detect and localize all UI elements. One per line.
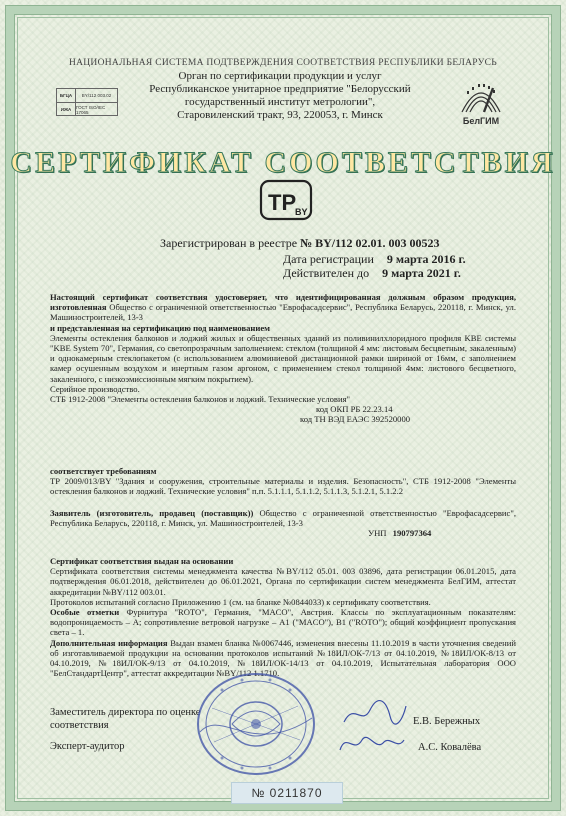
certifies-lead: Настоящий сертификат соответствия удостоверяет, что идентифицированная должным образом продукция, изготовленная: [50, 292, 516, 313]
registration-date-line: [283, 252, 466, 267]
product-standard: СТБ 1912-2008 "Элементы остекления балконов и лоджий. Технические условия": [50, 394, 351, 405]
official-seal-icon: [192, 668, 320, 778]
production-type: Серийное производство.: [50, 383, 140, 394]
applicant-label-role: (изготовитель, продавец (поставщик)): [96, 508, 254, 518]
presented-label: и представленная на сертификацию под наименованием: [50, 322, 270, 333]
body-line: Орган по сертификации продукции и услуг: [178, 70, 382, 82]
certification-body: [130, 70, 430, 122]
tnved-code: код ТН ВЭД ЕАЭС 392520000: [300, 414, 411, 425]
expert-auditor-label: Эксперт-аудитор: [50, 741, 125, 752]
basis-block: [50, 556, 516, 678]
body-line: Старовиленский тракт, 93, 220053, г. Минск: [177, 109, 383, 121]
valid-until-date: 9 марта 2021 г.: [382, 266, 461, 280]
serial-number: № 0211870: [231, 782, 343, 804]
body-line: государственный институт метрологии",: [184, 96, 376, 108]
logo-text: БелГИМ: [462, 116, 500, 126]
deputy-director-label: [50, 706, 200, 732]
accreditation-label: БГЦА: [57, 89, 76, 102]
applicant-label: Заявитель: [50, 508, 91, 518]
tr-mark-by: BY: [295, 207, 308, 217]
additional-info-text: Выдан взамен бланка №0067446, изменения внесены 11.10.2019 в части уточнения сведений об изготавливаемой продукции на основании протоколов испытаний №18ИЛ/ОК-7/13 от 04.10.2019, №18ИЛ/ОК-8/13 от 04.10.2019, №18ИЛ/ОК-9/13 от 04.10.2019, №18ИЛ/ОК-14/13 от 04.10.2019, Испытательная лаборатория ООО "БелСтандартЦентр", аттестат аккредитации №BY/112 1.1710.: [50, 637, 516, 679]
registry-line: [160, 236, 439, 251]
requirements-label: соответствует требованиям: [50, 466, 157, 476]
manufacturer: Общество с ограниченной ответственностью "Еврофасадсервис", Республика Беларусь, 220118, г. Минск, ул. Машиностроителей, 13-3: [50, 302, 516, 323]
deputy-label-line: соответствия: [50, 720, 109, 731]
tr-conformity-mark-icon: [258, 178, 314, 222]
certifies-block: [50, 292, 516, 425]
registry-number: № BY/112 02.01. 003 00523: [300, 236, 440, 250]
okp-code: код ОКП РБ 22.23.14: [316, 404, 393, 415]
product-description: Элементы остекления балконов и лоджий жилых и общественных зданий из поливинилхлоридного профиля KBE системы "KBE System 70", Германия, со светопрозрачным заполнением: стеклом (толщиной 4 мм: листовым бесцветным, закаленным) и однокамерным стеклопакетом (с использованием алюминиевой дистанционной рамки шириной от 16мм, с заполнением камер осушенным воздухом и инертным газом аргоном, с применением стекол толщиной 4мм: листового бесцветного, закаленного, с низкоэмиссионным мягким покрытием).: [50, 332, 516, 384]
expert-auditor-name: А.С. Ковалёва: [418, 742, 482, 753]
basis-protocols: Протоколов испытаний согласно Приложению 1 (см. на бланке №0844033) к сертификату соответствия.: [50, 596, 431, 607]
registration-date: 9 марта 2016 г.: [386, 252, 466, 266]
applicant-text: Общество с ограниченной ответственностью "Еврофасадсервис", Республика Беларусь, 220118, г. Минск, ул. Машиностроителей, 13-3: [50, 508, 517, 529]
additional-info-label: Дополнительная информация: [50, 637, 168, 648]
accreditation-box: [56, 88, 118, 116]
system-name: НАЦИОНАЛЬНАЯ СИСТЕМА ПОДТВЕРЖДЕНИЯ СООТВЕТСТВИЯ РЕСПУБЛИКИ БЕЛАРУСЬ: [68, 58, 498, 68]
basis-text: Сертификата соответствия системы менеджмента качества №BY/112 05.01. 003 03896, дата регистрации 06.01.2015, дата подтверждения 06.01.2018, действителен до 06.01.2021, Органа по сертификации систем менеджмента БелГИМ, аттестат аккредитации №BY/112 003.01.: [50, 566, 516, 597]
body-line: Республиканское унитарное предприятие "Белорусский: [149, 83, 411, 95]
tr-mark-text: TP: [268, 190, 297, 215]
special-marks-text: Фурнитура "ROTO", Германия, "MACO", Австрия. Классы по эксплуатационным показателям: водопроницаемость – А; сопротивление ветровой нагрузке – А1 ("MACO"), В1 ("ROTO"); общий коэффициент пропускания света – 1.: [50, 607, 517, 638]
deputy-director-name: Е.В. Бережных: [413, 716, 481, 727]
registry-label: Зарегистрирован в реестре: [160, 236, 298, 250]
requirements-text: ТР 2009/013/BY "Здания и сооружения, строительные материалы и изделия. Безопасность", СТБ 1912-2008 "Элементы остекления балконов и лоджий. Технические условия" п.п. 5.1.1.1, 5.1.1.2, 5.1.1.3, 5.1.2.1, 5.1.2.2: [50, 476, 516, 497]
accreditation-label: ИЖА: [57, 103, 76, 116]
document-title: СЕРТИФИКАТ СООТВЕТСТВИЯ: [10, 146, 556, 179]
special-marks-label: Особые отметки: [50, 607, 120, 618]
signature-2-icon: [336, 728, 408, 758]
basis-label: Сертификат соответствия выдан на основании: [50, 556, 234, 566]
signature-1-icon: [340, 696, 410, 730]
requirements-block: [50, 466, 516, 497]
valid-until-label: Действителен до: [283, 266, 370, 280]
valid-until-line: [283, 266, 461, 281]
applicant-block: [50, 508, 516, 539]
deputy-label-line: Заместитель директора по оценке: [50, 707, 201, 718]
unp-label: УНП: [368, 528, 387, 539]
registration-date-label: Дата регистрации: [283, 252, 374, 266]
unp-value: 190797364: [392, 528, 432, 539]
accreditation-value: ГОСТ ISO/IEC 17065: [76, 104, 106, 115]
accreditation-value: BY/112 003.02: [81, 93, 112, 98]
